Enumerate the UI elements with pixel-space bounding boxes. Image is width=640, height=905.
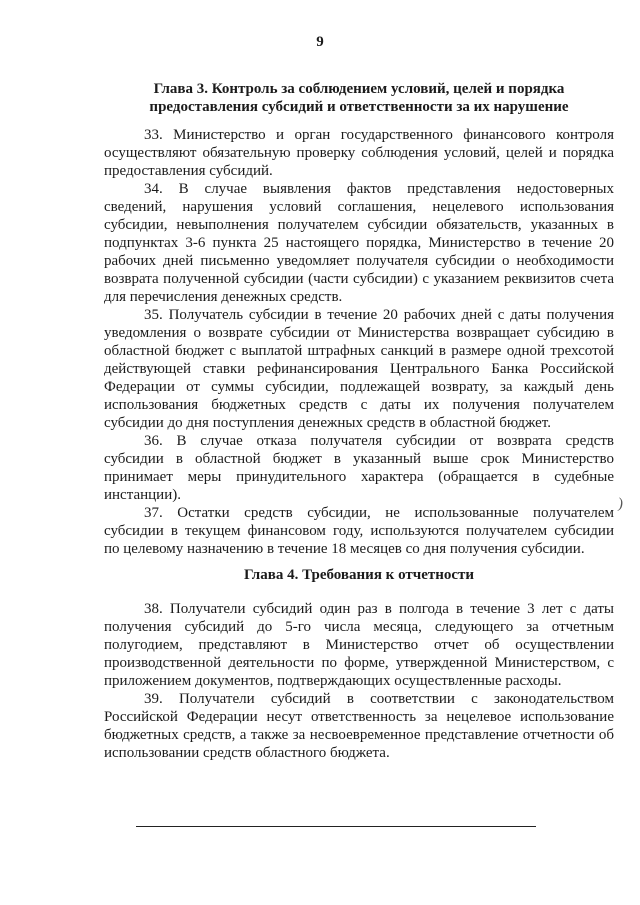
paragraph-line: действующей ставки рефинансирования Центрального Банка Российской <box>104 361 614 377</box>
paragraph-34 <box>104 180 614 306</box>
paragraph-line: предоставления субсидий. <box>104 163 273 179</box>
paragraph-line: 33. Министерство и орган государственного финансового контроля <box>144 127 614 143</box>
paragraph-line: использовании средств областного бюджета. <box>104 745 390 761</box>
chapter-3-body <box>104 126 614 558</box>
paragraph-line: субсидии в областной бюджет в указанный выше срок Министерство <box>104 451 614 467</box>
paragraph-line: подпунктах 3-6 пункта 25 настоящего порядка, Министерство в течение 20 <box>104 235 614 251</box>
paragraph-line: инстанции). <box>104 487 181 503</box>
paragraph-line: субсидии, невыполнения получателем субсидии обязательств, указанных в <box>104 217 614 233</box>
paragraph-line: приложением документов, подтверждающих осуществленные расходы. <box>104 673 562 689</box>
paragraph-line: 36. В случае отказа получателя субсидии от возврата средств <box>144 433 614 449</box>
paragraph-line: осуществляют обязательную проверку соблюдения условий, целей и порядка <box>104 145 614 161</box>
paragraph-35 <box>104 306 614 432</box>
paragraph-line: по целевому назначению в течение 18 месяцев со дня получения субсидии. <box>104 541 585 557</box>
paragraph-36 <box>104 432 614 504</box>
paragraph-39 <box>104 690 614 762</box>
paragraph-line: областной бюджет с выплатой штрафных санкций в размере одной трехсотой <box>104 343 614 359</box>
paragraph-line: Российской Федерации несут ответственность за нецелевое использование <box>104 709 614 725</box>
paragraph-line: бюджетных средств, а также за несвоевременное представление отчетности об <box>104 727 614 743</box>
paragraph-line: сведений, нарушения условий соглашения, нецелевого использования <box>104 199 614 215</box>
paragraph-33 <box>104 126 614 180</box>
paragraph-line: 35. Получатель субсидии в течение 20 рабочих дней с даты получения <box>144 307 614 323</box>
paragraph-line: субсидии в текущем финансовом году, используются получателем субсидии <box>104 523 614 539</box>
paragraph-line: 39. Получатели субсидий в соответствии с законодательством <box>144 691 614 707</box>
paragraph-line: 34. В случае выявления фактов представления недостоверных <box>144 181 614 197</box>
paragraph-line: рабочих дней письменно уведомляет получателя субсидии о необходимости <box>104 253 614 269</box>
chapter-3-heading <box>104 80 614 116</box>
paragraph-line: возврата полученной субсидии (части субсидии) с указанием реквизитов счета <box>104 271 614 287</box>
paragraph-line: принимает меры принудительного характера (обращается в судебные <box>104 469 614 485</box>
paragraph-38 <box>104 600 614 690</box>
paragraph-line: использования бюджетных средств с даты их получения получателем <box>104 397 614 413</box>
paragraph-line: Федерации от суммы субсидии, подлежащей возврату, за каждый день <box>104 379 614 395</box>
page-number: 9 <box>316 34 324 50</box>
chapter-4-body <box>104 600 614 762</box>
heading-line: Глава 3. Контроль за соблюдением условий, целей и порядка <box>153 81 565 97</box>
paragraph-line: производственной деятельности по форме, утвержденной Министерством, с <box>104 655 614 671</box>
heading-line: Глава 4. Требования к отчетности <box>243 567 475 583</box>
paragraph-line: субсидии до дня поступления денежных средств в областной бюджет. <box>104 415 551 431</box>
paragraph-line: полугодием, представляют в Министерство отчет об осуществлении <box>104 637 614 653</box>
chapter-4-heading <box>104 566 614 584</box>
paragraph-line: для перечисления денежных средств. <box>104 289 343 305</box>
paragraph-line: уведомления о возврате субсидии от Министерства возвращает субсидию в <box>104 325 614 341</box>
paragraph-line: 38. Получатели субсидий один раз в полгода в течение 3 лет с даты <box>144 601 614 617</box>
margin-pen-mark: ) <box>616 495 625 513</box>
paragraph-line: 37. Остатки средств субсидии, не использованные получателем <box>144 505 614 521</box>
paragraph-37 <box>104 504 614 558</box>
paragraph-line: получения субсидий до 5-го числа месяца, следующего за отчетным <box>104 619 614 635</box>
footer-divider <box>136 826 536 827</box>
heading-line: предоставления субсидий и ответственности за их нарушение <box>149 99 569 115</box>
